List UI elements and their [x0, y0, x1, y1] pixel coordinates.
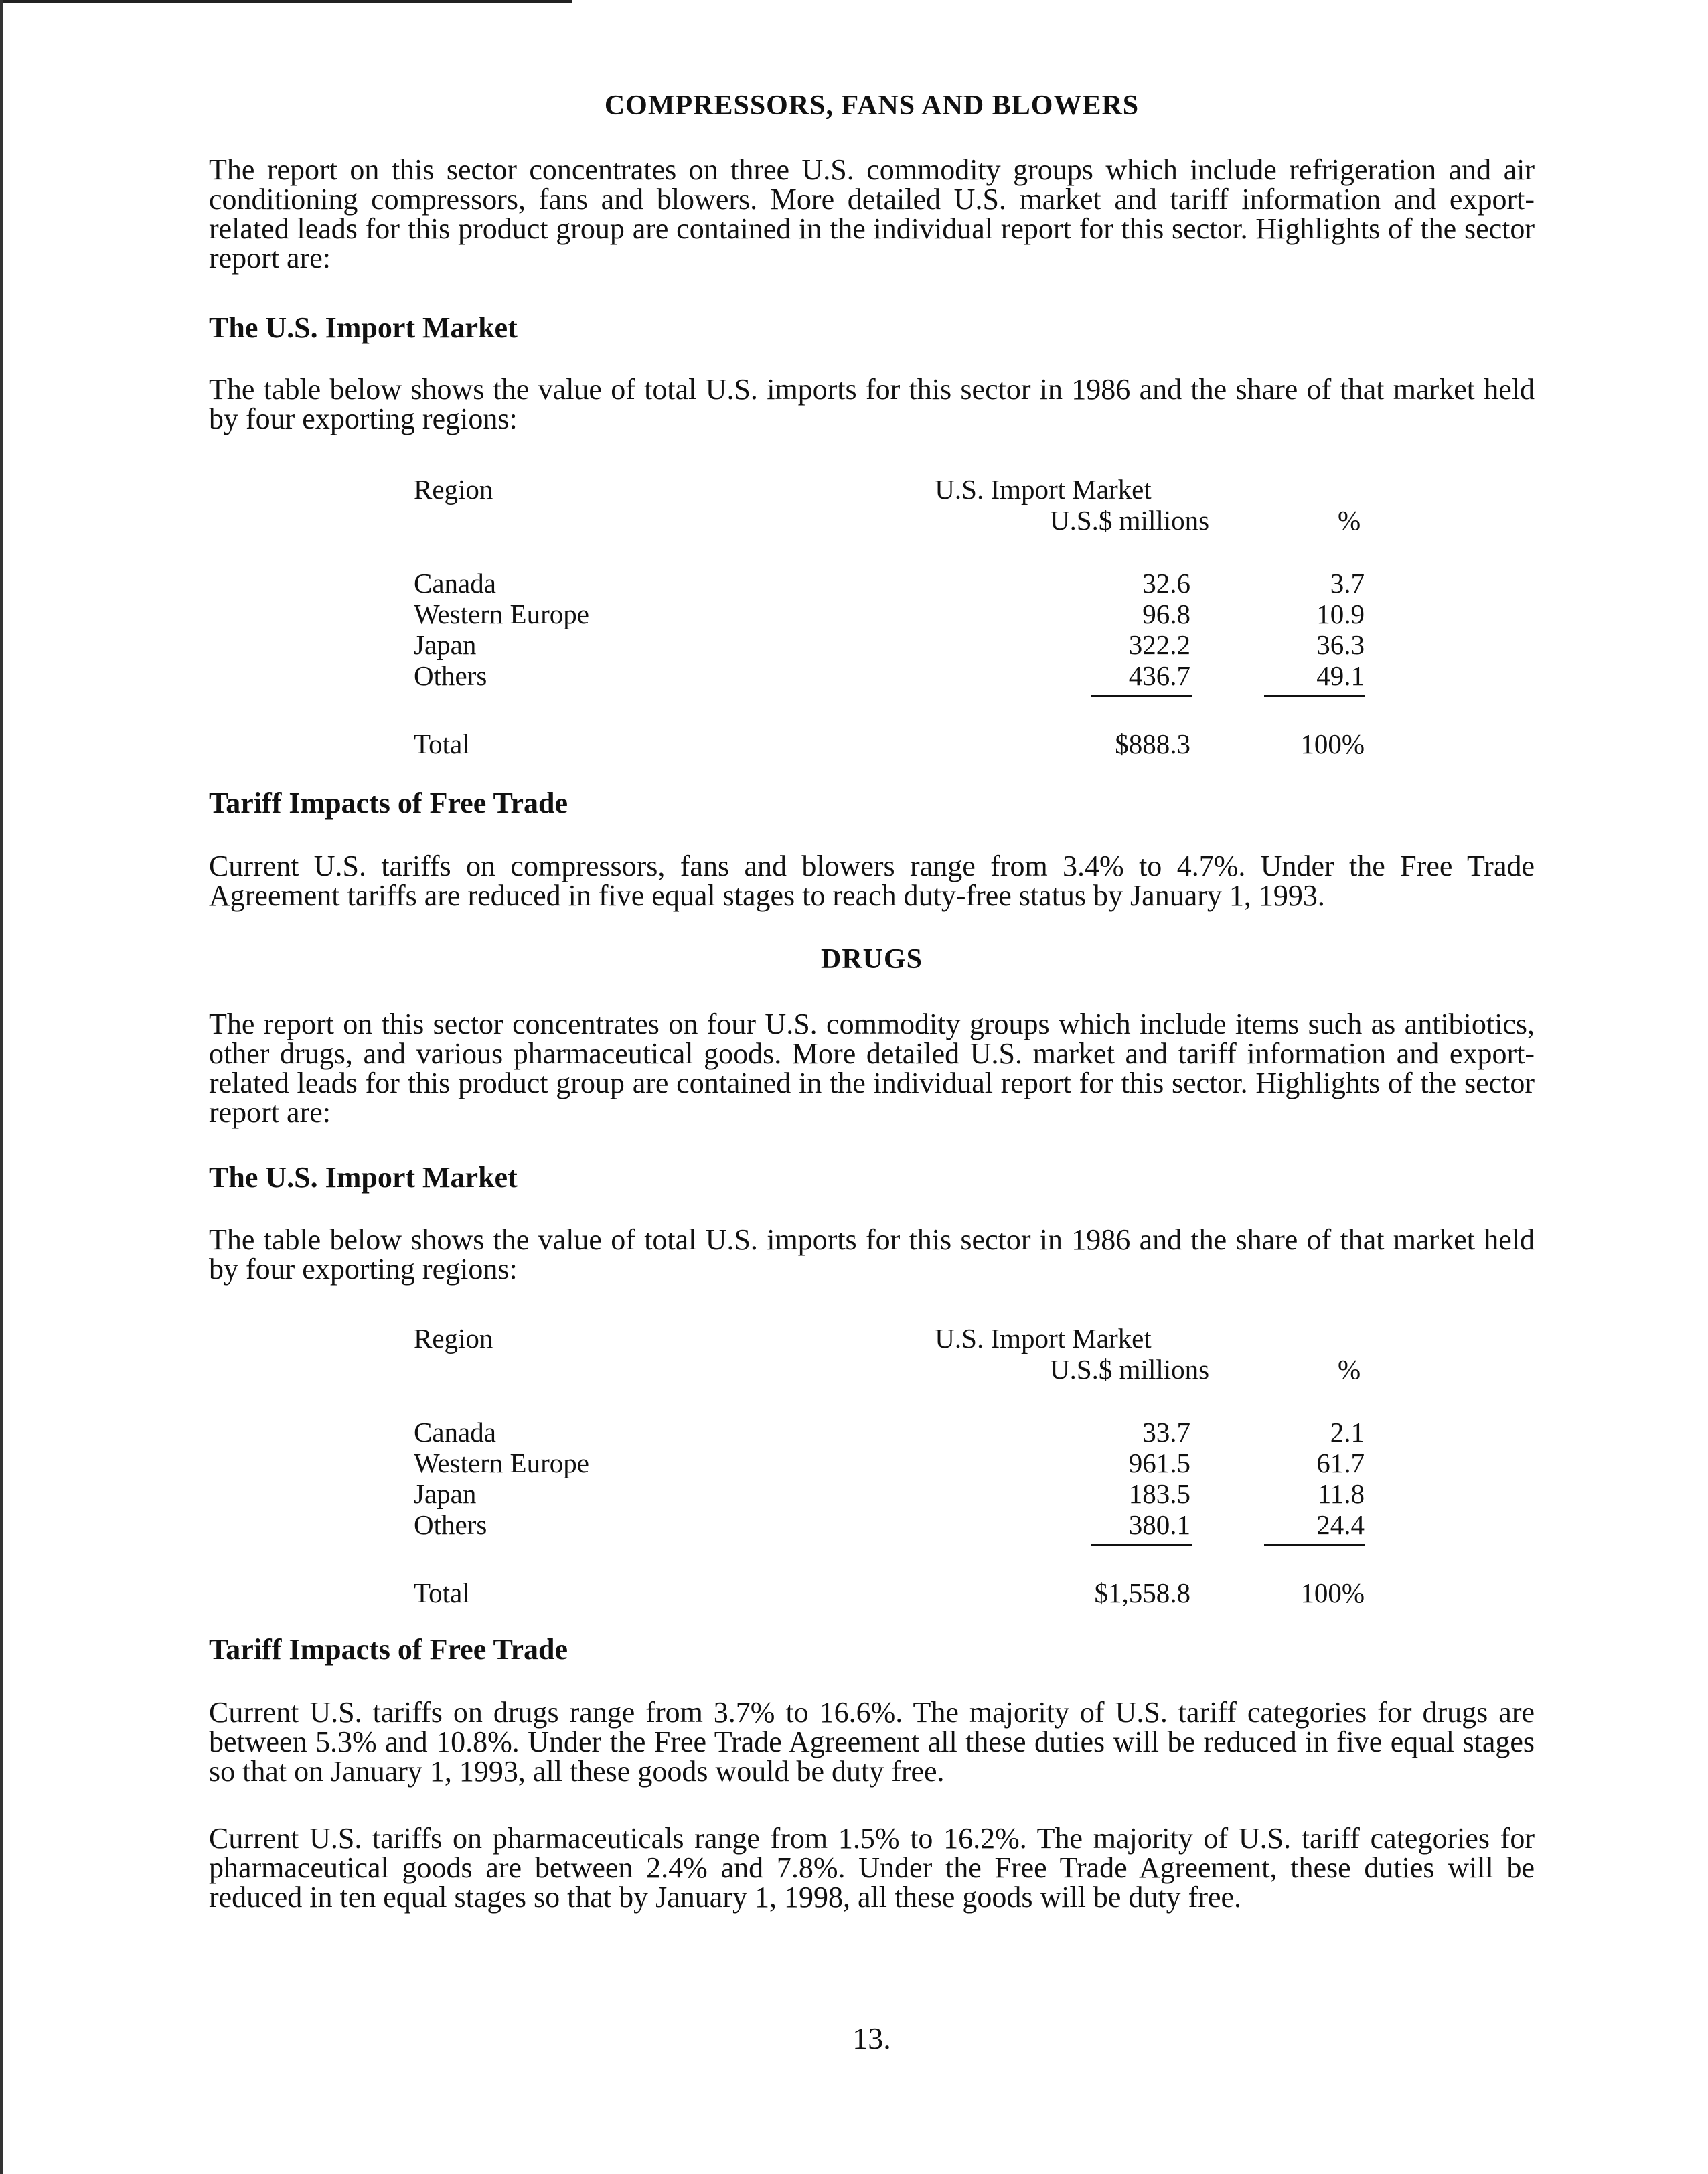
row-percent: 10.9: [1316, 599, 1365, 629]
tariff-heading: [209, 1634, 1535, 1666]
tariff-text: [209, 1698, 1535, 1786]
row-value: 961.5: [1128, 1448, 1190, 1478]
row-percent: 3.7: [1330, 568, 1365, 599]
table-header-millions: U.S.$ millions: [1050, 1354, 1210, 1385]
import-market-heading: [209, 312, 1535, 344]
section-intro: [209, 1010, 1535, 1128]
page-number: 13.: [852, 2021, 891, 2055]
row-value: 380.1: [1128, 1509, 1190, 1540]
table-row: [414, 599, 1365, 629]
section-intro: [209, 155, 1535, 273]
table-header-percent: %: [1338, 505, 1361, 536]
row-region: Japan: [414, 629, 477, 660]
import-market-heading: [209, 1162, 1535, 1194]
table-header-market: U.S. Import Market: [935, 1323, 1152, 1354]
total-rule-value: [1091, 1544, 1192, 1546]
import-paragraph: The table below shows the value of total U.S. imports for this sector in 1986 and the share of that market held by four exporting regions:: [209, 1223, 1535, 1286]
intro-paragraph: The report on this sector concentrates on four U.S. commodity groups which include items such as antibiotics, other drugs, and various pharmaceutical goods. More detailed U.S. market and tariff information and export-related leads for this product group are contained in the individual report for this sector. Highlights of the sector report are:: [209, 1008, 1535, 1129]
row-value: 436.7: [1128, 660, 1190, 691]
row-value: 32.6: [1142, 568, 1190, 599]
row-region: Western Europe: [414, 599, 589, 629]
total-percent: 100%: [1300, 1577, 1365, 1608]
tariff-paragraph: Current U.S. tariffs on compressors, fans and blowers range from 3.4% to 4.7%. Under the Free Trade Agreement tariffs are reduced in five equal stages to reach duty-free status by January 1, 1993.: [209, 850, 1535, 912]
intro-paragraph: The report on this sector concentrates on three U.S. commodity groups which include refrigeration and air conditioning compressors, fans and blowers. More detailed U.S. market and tariff information and export-related leads for this product group are contained in the individual report for this sector. Highlights of the sector report are:: [209, 153, 1535, 275]
row-percent: 11.8: [1317, 1478, 1365, 1509]
tariff-paragraph: Current U.S. tariffs on pharmaceuticals range from 1.5% to 16.2%. The majority of U.S. tariff categories for pharmaceutical goods are between 2.4% and 7.8%. Under the Free Trade Agreement, these duties will be reduced in ten equal stages so that by January 1, 1998, all these goods will be duty free.: [209, 1822, 1535, 1914]
table-header-percent: %: [1338, 1354, 1361, 1385]
table-row: [414, 629, 1365, 660]
total-label: Total: [414, 728, 470, 759]
row-value: 33.7: [1142, 1417, 1190, 1448]
section-title-drugs: [209, 944, 1535, 975]
table-header-market: U.S. Import Market: [935, 474, 1152, 505]
row-value: 322.2: [1128, 629, 1190, 660]
table-row: [414, 1448, 1365, 1478]
row-value: 183.5: [1128, 1478, 1190, 1509]
section-title-compressors: [209, 90, 1535, 121]
subheading: Tariff Impacts of Free Trade: [209, 787, 568, 820]
scan-edge-top: [0, 0, 572, 3]
row-region: Canada: [414, 1417, 496, 1448]
section-title: DRUGS: [820, 944, 923, 975]
subheading: The U.S. Import Market: [209, 311, 518, 344]
subheading: The U.S. Import Market: [209, 1161, 518, 1194]
row-percent: 49.1: [1316, 660, 1365, 691]
total-value: $1,558.8: [1094, 1577, 1190, 1608]
section-title: COMPRESSORS, FANS AND BLOWERS: [604, 90, 1140, 121]
total-value: $888.3: [1115, 728, 1190, 759]
row-percent: 2.1: [1330, 1417, 1365, 1448]
table-header-millions: U.S.$ millions: [1050, 505, 1210, 536]
table-row: [414, 1509, 1365, 1540]
tariff-heading: [209, 787, 1535, 820]
table-total-row: [414, 1577, 1365, 1608]
row-region: Others: [414, 1509, 487, 1540]
row-region: Canada: [414, 568, 496, 599]
table-row: [414, 1417, 1365, 1448]
row-region: Western Europe: [414, 1448, 589, 1478]
import-market-text: [209, 375, 1535, 434]
import-market-text: [209, 1225, 1535, 1284]
tariff-text: [209, 1824, 1535, 1912]
row-percent: 36.3: [1316, 629, 1365, 660]
total-rule-percent: [1264, 695, 1365, 697]
row-region: Japan: [414, 1478, 477, 1509]
total-label: Total: [414, 1577, 470, 1608]
total-percent: 100%: [1300, 728, 1365, 759]
subheading: Tariff Impacts of Free Trade: [209, 1633, 568, 1666]
table-header-region: Region: [414, 474, 493, 505]
scan-edge-left: [0, 0, 3, 2174]
import-paragraph: The table below shows the value of total U.S. imports for this sector in 1986 and the share of that market held by four exporting regions:: [209, 373, 1535, 435]
table-total-row: [414, 728, 1365, 759]
row-value: 96.8: [1142, 599, 1190, 629]
row-percent: 61.7: [1316, 1448, 1365, 1478]
table-row: [414, 1478, 1365, 1509]
row-region: Others: [414, 660, 487, 691]
table-row: [414, 568, 1365, 599]
tariff-paragraph: Current U.S. tariffs on drugs range from 3.7% to 16.6%. The majority of U.S. tariff categories for drugs are between 5.3% and 10.8%. Under the Free Trade Agreement all these duties will be reduced in five equal stages so that on January 1, 1993, all these goods would be duty free.: [209, 1696, 1535, 1788]
table-header-region: Region: [414, 1323, 493, 1354]
total-rule-percent: [1264, 1544, 1365, 1546]
tariff-text: [209, 852, 1535, 911]
total-rule-value: [1091, 695, 1192, 697]
table-row: [414, 660, 1365, 691]
row-percent: 24.4: [1316, 1509, 1365, 1540]
